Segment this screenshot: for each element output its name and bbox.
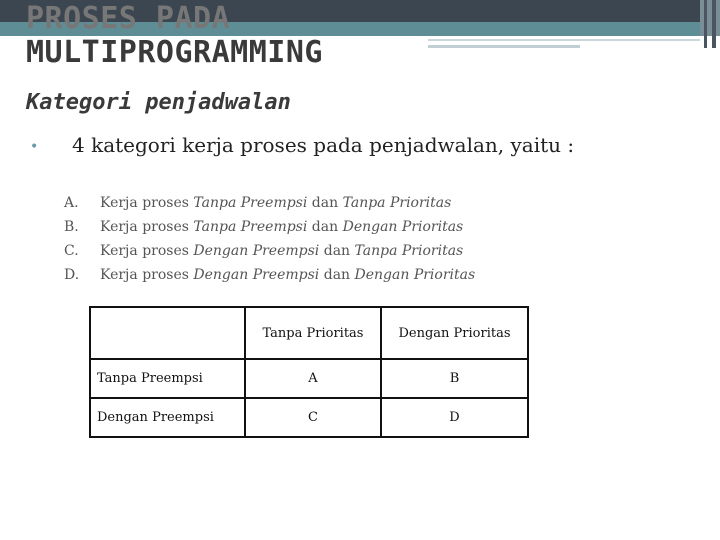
table-cell: A <box>245 359 381 398</box>
table-row <box>90 359 528 398</box>
header-accent-line <box>428 45 580 48</box>
header-right-block <box>700 0 720 36</box>
table-cell: B <box>381 359 528 398</box>
bullet-icon: • <box>30 139 39 155</box>
header-accent-line <box>428 39 700 41</box>
list-item-conjunction: dan <box>307 219 343 235</box>
list-item-text <box>100 239 463 263</box>
list-item-text <box>100 191 451 215</box>
table-row-header: Tanpa Preempsi <box>90 359 245 398</box>
list-item-prioritas: Tanpa Prioritas <box>354 243 464 259</box>
table-cell: D <box>381 398 528 437</box>
list-item-conjunction: dan <box>319 243 355 259</box>
list-item-preempsi: Tanpa Preempsi <box>193 219 308 235</box>
list-item-conjunction: dan <box>307 195 343 211</box>
list-item-prefix: Kerja proses <box>100 219 194 235</box>
slide-title-line2: MULTIPROGRAMMING <box>26 35 323 70</box>
header-vertical-stripe <box>712 0 716 48</box>
table-corner-cell <box>90 307 245 359</box>
list-item-prefix: Kerja proses <box>100 243 194 259</box>
list-item-prioritas: Dengan Prioritas <box>354 267 476 283</box>
list-item-prefix: Kerja proses <box>100 267 194 283</box>
list-item-prioritas: Tanpa Prioritas <box>342 195 452 211</box>
slide-title <box>26 2 323 70</box>
table-cell: C <box>245 398 381 437</box>
header-vertical-stripe <box>704 0 707 48</box>
slide-title-line1: PROSES PADA <box>26 1 231 36</box>
category-list <box>64 191 475 287</box>
list-item-key: B. <box>64 219 79 235</box>
list-item-preempsi: Dengan Preempsi <box>193 243 320 259</box>
list-item-key: A. <box>64 195 79 211</box>
table-row <box>90 398 528 437</box>
list-item <box>64 263 475 287</box>
list-item-key: C. <box>64 243 79 259</box>
table-header-row <box>90 307 528 359</box>
list-item <box>64 191 475 215</box>
table-col-header: Dengan Prioritas <box>381 307 528 359</box>
list-item-key: D. <box>64 267 80 283</box>
list-item <box>64 215 475 239</box>
list-item-preempsi: Dengan Preempsi <box>193 267 320 283</box>
list-item-text <box>100 215 463 239</box>
list-item <box>64 239 475 263</box>
list-item-prefix: Kerja proses <box>100 195 194 211</box>
bullet-text: 4 kategori kerja proses pada penjadwalan, yaitu : <box>72 133 575 157</box>
list-item-text <box>100 263 475 287</box>
category-table <box>89 306 529 438</box>
list-item-prioritas: Dengan Prioritas <box>342 219 464 235</box>
table-row-header: Dengan Preempsi <box>90 398 245 437</box>
list-item-preempsi: Tanpa Preempsi <box>193 195 308 211</box>
table-col-header: Tanpa Prioritas <box>245 307 381 359</box>
slide-subtitle: Kategori penjadwalan <box>26 90 291 115</box>
list-item-conjunction: dan <box>319 267 355 283</box>
